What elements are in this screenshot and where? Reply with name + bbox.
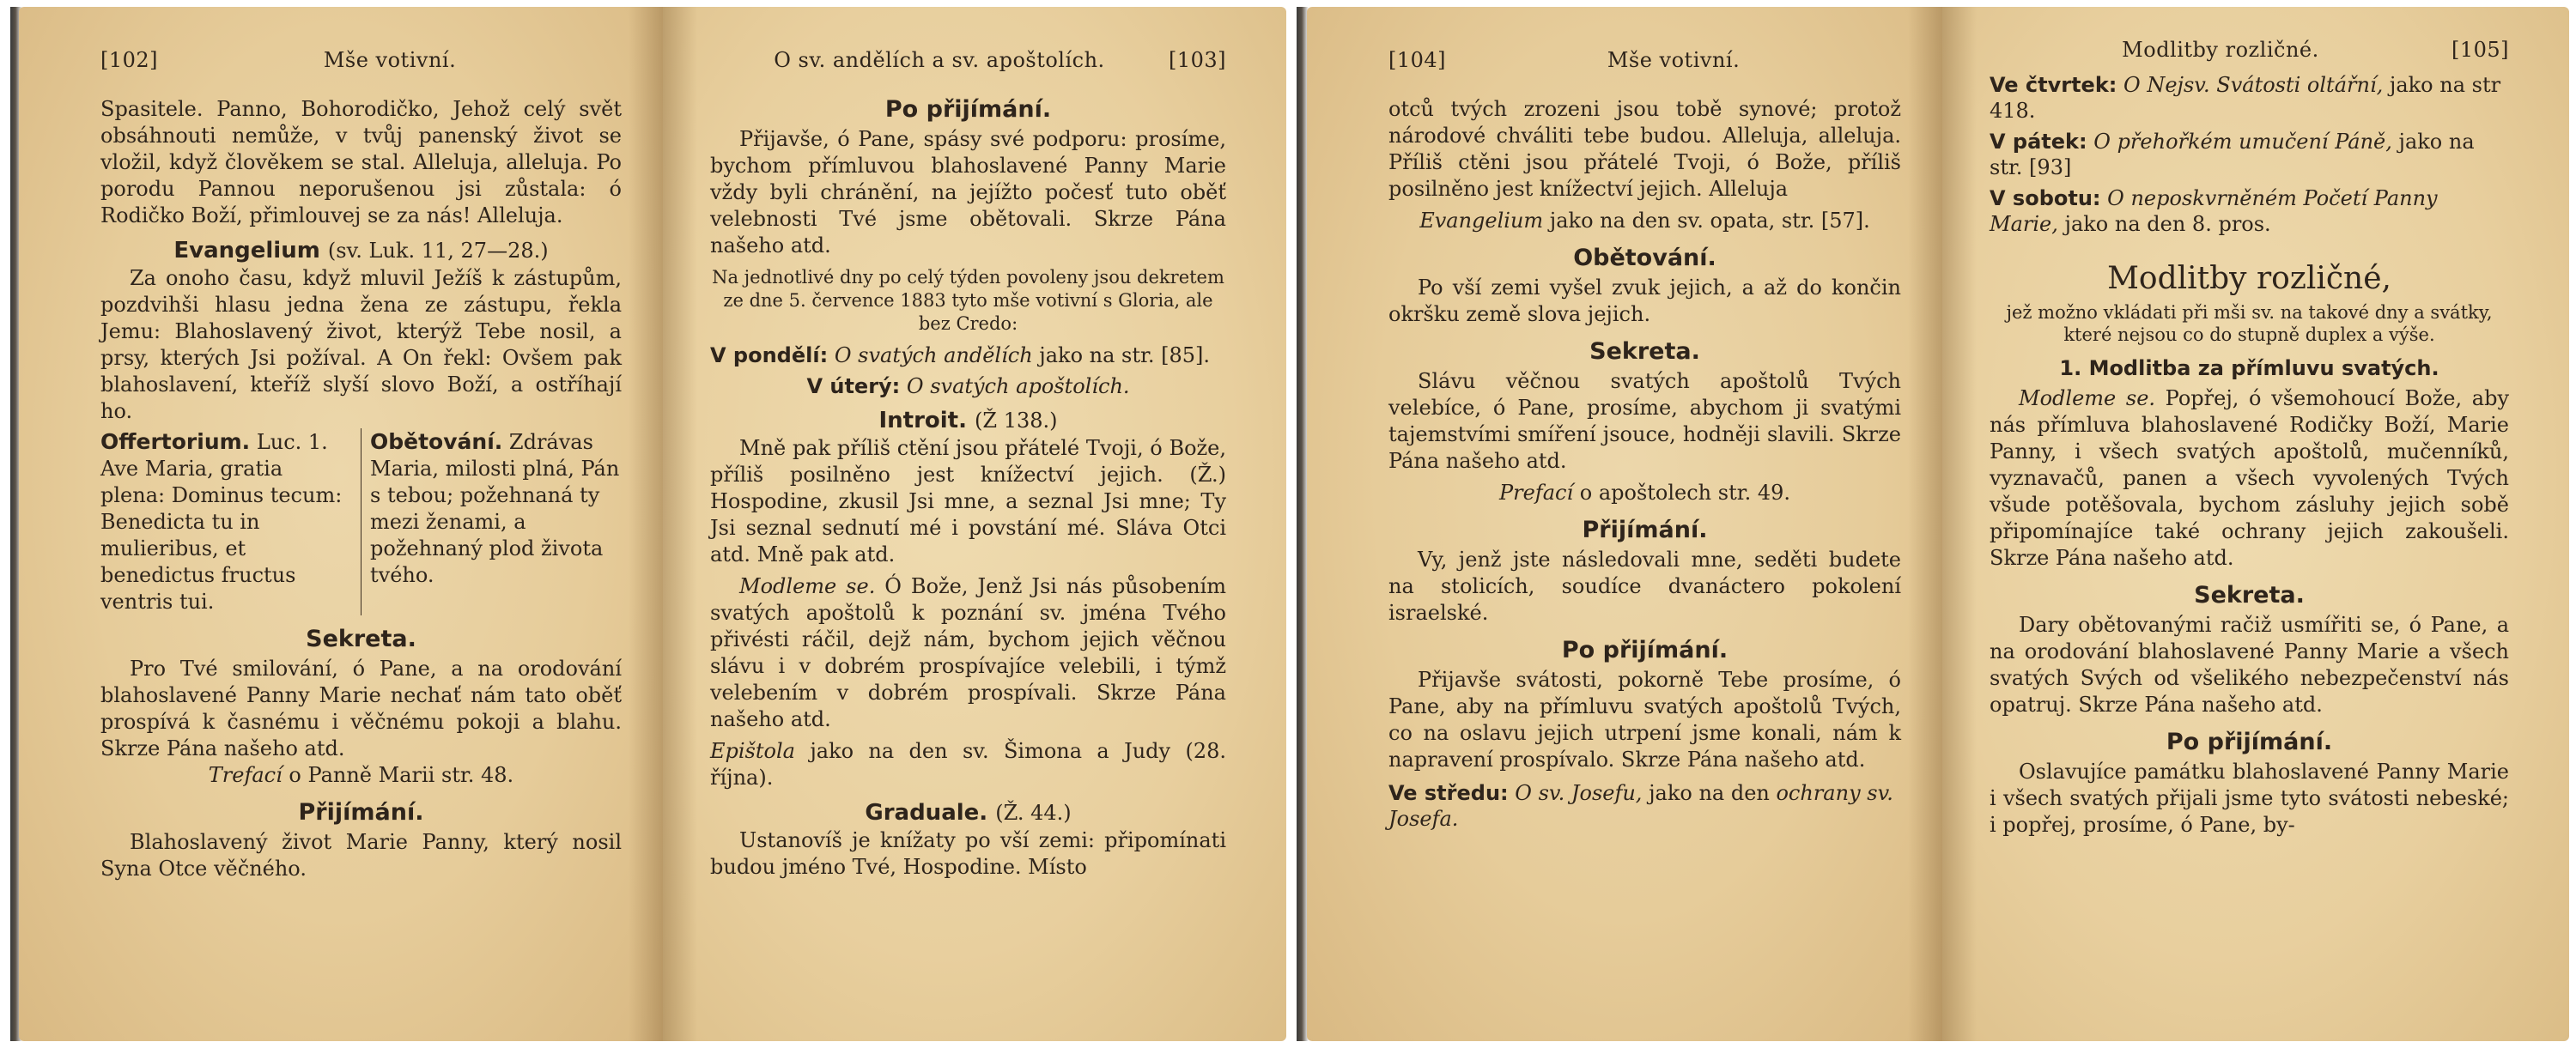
- prayer-heading: 1. Modlitba za přímluvu svatých.: [2059, 356, 2439, 380]
- prefatio-ref: o Panně Marii str. 48.: [282, 763, 514, 787]
- obetovani-text: Po vší zemi vyšel zvuk jejich, a až do končin okršku země slova jejich.: [1388, 276, 1901, 326]
- page-header: [710, 43, 1226, 77]
- sekreta-text: Dary obětovanými račiž usmířiti se, ó Pane, a na orodování blahoslavené Panny Marie a všech svatých Svých od všelikého nebezpečenství nás opatruj. Skrze Pána našeho atd.: [1990, 613, 2509, 717]
- section-heading-po-prijimani: Po přijímání.: [884, 96, 1052, 123]
- collect-text: [710, 573, 1226, 733]
- prijimani-text: Vy, jenž jste následovali mne, seděti budete na stolicích, soudíce dvanáctero pokolení israelské.: [1388, 548, 1901, 625]
- gutter-shadow: [1908, 7, 1942, 1041]
- running-head: Mše votivní.: [1607, 48, 1741, 72]
- section-heading-graduale: [710, 800, 1226, 826]
- po-prijimani-text: Přijavše, ó Pane, spásy své podporu: prosíme, bychom přímluvou blahoslavené Panny Marie vždy byli chránění, na jejížto počesť tuto oběť velebnosti Tvé jsme obětovali. Skrze Pána našeho atd.: [710, 127, 1226, 257]
- page-102: [19, 7, 663, 1041]
- scan-left-spread: [10, 7, 1286, 1041]
- prefatio-reference: [100, 762, 622, 789]
- graduale-text: Ustanovíš je knížaty po vší zemi: připomínati budou jméno Tvé, Hospodine. Místo: [710, 828, 1226, 879]
- section-heading-po-prijimani: Po přijímání.: [1561, 637, 1728, 663]
- heading-ref: (sv. Luk. 11, 27—28.): [327, 239, 549, 263]
- day-label: V sobotu:: [1990, 186, 2101, 210]
- page-105: [1942, 7, 2569, 1041]
- chapter-subtitle: jež možno vkládati při mši sv. na takové dny a svátky, které nejsou co do stupně duplex a výše.: [2006, 302, 2493, 345]
- section-heading-evangelium: [100, 238, 622, 264]
- offertorium-label: Offertorium.: [100, 429, 251, 454]
- heading-label: Evangelium: [173, 238, 320, 264]
- continuation-text: Spasitele. Panno, Bohorodičko, Jehož celý svět obsáhnouti nemůže, v tvůj panenský život se vložil, když člověkem se stal. Alleluja, alleluja. Po porodu Pannou neporušenou jsi zůstala: ó Rodičko Boží, přimlouvej se za nás! Alleluja.: [100, 97, 622, 227]
- wednesday-entry: [1388, 780, 1901, 832]
- prefatio-label: Prefací: [1498, 481, 1574, 505]
- day-label: Ve čtvrtek:: [1990, 73, 2117, 97]
- page-number: [102]: [100, 48, 159, 72]
- decree-note: Na jednotlivé dny po celý týden povoleny jsou dekretem ze dne 5. července 1883 tyto mše votivní s Gloria, ale bez Credo:: [712, 267, 1224, 334]
- thursday-entry: [1990, 72, 2509, 124]
- obetovani-label: Obětování.: [370, 429, 503, 454]
- heading-ref: (Ž 138.): [975, 409, 1058, 433]
- po-prijimani-text: Oslavujíce památku blahoslavené Panny Marie i všech svatých přijali jsme tyto svátosti nebeské; i popřej, prosíme, ó Pane, by-: [1990, 760, 2509, 837]
- page-header: [100, 43, 622, 77]
- mass-title: O svatých andělích: [834, 343, 1033, 367]
- section-heading-sekreta: Sekreta.: [2194, 582, 2305, 609]
- chapter-title: Modlitby rozličné,: [2107, 261, 2391, 296]
- tuesday-entry: [710, 373, 1226, 399]
- collect-body: Ó Bože, Jenž Jsi nás působením svatých apoštolů k poznání sv. jména Tvého přivésti ráčil, dejž nám, bychom jejich věčnou slávu i v dobrém prospívajíce velebili, i týmž velebením v dobrém prospívali. Skrze Pána našeho atd.: [710, 574, 1226, 731]
- friday-entry: [1990, 129, 2509, 180]
- two-column-offertory: [100, 428, 622, 615]
- section-heading-sekreta: Sekreta.: [1589, 338, 1700, 365]
- introit-text: Mně pak příliš ctění jsou přátelé Tvoji, ó Bože, příliš posilněno jest knížectví jejich. (Ž.) Hospodine, zkusil Jsi mne, a seznal Jsi mne; Ty Jsi seznal sednutí mé i povstání mé. Sláva Otci atd. Mně pak atd.: [710, 436, 1226, 566]
- page-number: [105]: [2451, 38, 2509, 62]
- gutter-shadow: [663, 7, 697, 1041]
- page-number: [104]: [1388, 48, 1447, 72]
- running-head: O sv. andělích a sv. apoštolích.: [774, 48, 1105, 72]
- monday-entry: [710, 342, 1226, 368]
- heading-ref: (Ž. 44.): [995, 801, 1072, 825]
- offertorium-text: Luc. 1. Ave Maria, gratia plena: Dominus tecum: Benedicta tu in mulieribus, et benedictus fructus ventris tui.: [100, 430, 343, 614]
- evangelium-label: Evangelium: [1419, 209, 1544, 233]
- heading-label: Graduale.: [865, 800, 988, 826]
- sekreta-text: Slávu věčnou svatých apoštolů Tvých velebíce, ó Pane, prosíme, abychom ji svatými tajemstvími smíření jsouce, hodněji slavili. Skrze Pána našeho atd.: [1388, 369, 1901, 473]
- page-ref: jako na den 8. pros.: [2057, 212, 2271, 236]
- gutter-shadow: [1942, 7, 1977, 1041]
- section-heading-prijimani: Přijímání.: [1582, 517, 1708, 543]
- prefatio-ref: o apoštolech str. 49.: [1573, 481, 1790, 505]
- epistle-ref: jako na den sv. Šimona a Judy (28. října).: [710, 739, 1226, 790]
- page-103: [663, 7, 1286, 1041]
- collect-label: Modleme se.: [2019, 386, 2156, 410]
- evangelium-ref: jako na den sv. opata, str. [57].: [1543, 209, 1870, 233]
- section-heading-po-prijimani: Po přijímání.: [2166, 729, 2333, 755]
- day-label: V úterý:: [806, 374, 901, 398]
- collect-text: [1990, 385, 2509, 572]
- mass-title: O neposkvrněném Početí Panny Marie,: [1990, 186, 2438, 236]
- page-number: [103]: [1168, 48, 1226, 72]
- mass-title: O svatých apoštolích.: [906, 374, 1130, 398]
- running-head: Modlitby rozličné.: [2122, 38, 2319, 62]
- section-heading-sekreta: Sekreta.: [306, 626, 416, 652]
- section-heading-introit: [710, 408, 1226, 433]
- prefatio-reference: [1388, 480, 1901, 506]
- sekreta-text: Pro Tvé smilování, ó Pane, a na orodování blahoslavené Panny Marie nechať nám tato oběť prospívá k časnému i věčnému pokoji a blahu. Skrze Pána našeho atd.: [100, 657, 622, 760]
- prijimani-text: Blahoslavený život Marie Panny, který nosil Syna Otce věčného.: [100, 830, 622, 881]
- page-header: [1990, 33, 2509, 67]
- prefatio-label: Trefací: [208, 763, 283, 787]
- obetovani-text: Zdrávas Maria, milosti plná, Pán s tebou; požehnaná ty mezi ženami, a požehnaný plod života tvého.: [370, 430, 620, 587]
- section-heading-prijimani: Přijímání.: [298, 799, 424, 826]
- mass-title: O přehořkém umučení Páně,: [2093, 130, 2392, 154]
- obetovani-column: [361, 428, 622, 615]
- po-prijimani-text: Přijavše svátosti, pokorně Tebe prosíme, ó Pane, aby na přímluvu svatých apoštolů Tvých, co na oslavu jejich utrpení jsme konali, nám k napravení prospívalo. Skrze Pána našeho atd.: [1388, 668, 1901, 772]
- collect-label: Modleme se.: [739, 574, 876, 598]
- day-label: V pátek:: [1990, 130, 2087, 154]
- page-header: [1388, 43, 1901, 77]
- page-ref: jako na str. [93]: [1990, 130, 2475, 179]
- evangelium-reference: [1388, 208, 1901, 234]
- gutter-shadow: [629, 7, 663, 1041]
- day-label: Ve středu:: [1388, 781, 1509, 805]
- heading-label: Introit.: [878, 408, 967, 433]
- mass-title: O sv. Josefu,: [1515, 781, 1643, 805]
- entry-mid: jako na den: [1642, 781, 1777, 805]
- page-ref: jako na str 418.: [1990, 73, 2501, 123]
- epistle-reference: [710, 738, 1226, 791]
- continuation-text: otců tvých zrozeni jsou tobě synové; protož národové chváliti tebe budou. Alleluja, alleluja. Příliš ctěni jsou přátelé Tvoji, ó Bože, příliš posilněno jest knížectví jejich. Alleluja: [1388, 97, 1901, 201]
- section-heading-obetovani: Obětování.: [1573, 245, 1716, 271]
- offertorium-column: [100, 428, 361, 615]
- running-head: Mše votivní.: [323, 48, 457, 72]
- epistle-label: Epištola: [710, 739, 795, 763]
- page-ref: jako na str. [85].: [1032, 343, 1210, 367]
- collect-body: Popřej, ó všemohoucí Bože, aby nás přímluva blahoslavené Rodičky Boží, Marie Panny, i všech svatých apoštolů, mučenníků, vyznavačů, panen a všech vyvolených Tvých všude potěšovala, bychom zásluhy jejich sobě připomínajíce také ochrany jejich zakoušeli. Skrze Pána našeho atd.: [1990, 386, 2509, 570]
- feast-ref: ochrany sv. Josefa.: [1388, 781, 1893, 831]
- day-label: V pondělí:: [710, 343, 829, 367]
- evangelium-text: Za onoho času, když mluvil Ježíš k zástupům, pozdvihši hlasu jedna žena ze zástupu, řekla Jemu: Blahoslavený život, kterýž Tebe nosil, a prsy, kterých Jsi požíval. A On řekl: Ovšem pak blahoslavení, kteříž slyší slovo Boží, a ostříhají ho.: [100, 266, 622, 423]
- mass-title: O Nejsv. Svátosti oltářní,: [2123, 73, 2384, 97]
- page-104: [1307, 7, 1942, 1041]
- scan-right-spread: [1297, 7, 2569, 1041]
- saturday-entry: [1990, 185, 2509, 237]
